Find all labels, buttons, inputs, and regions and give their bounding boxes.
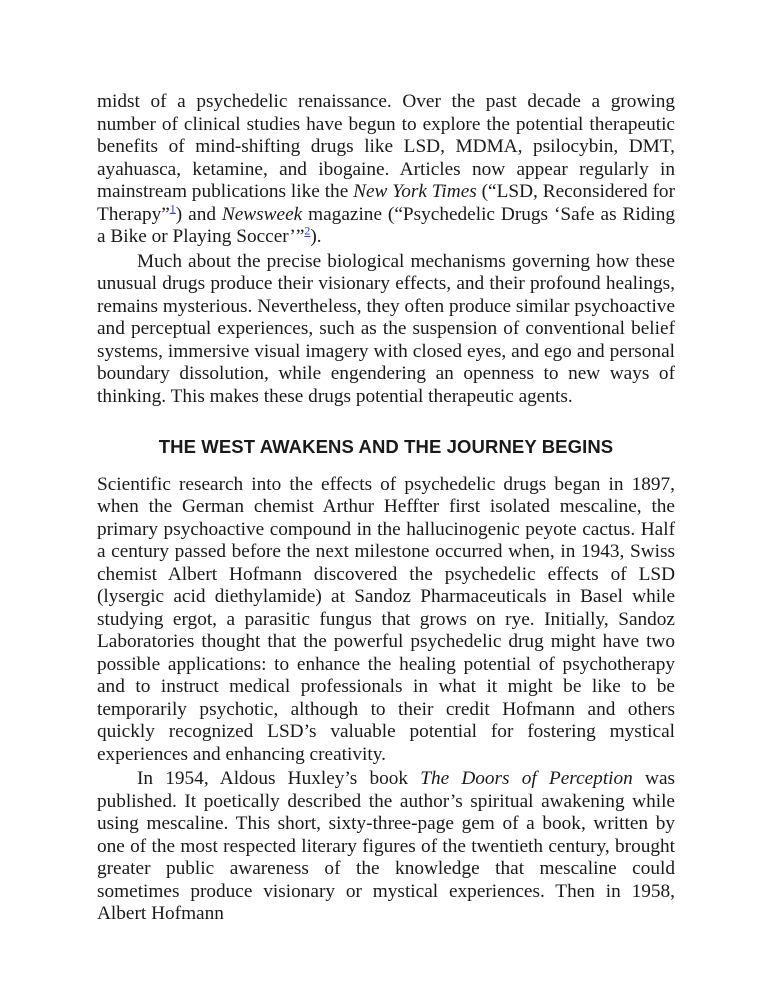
text-span: In 1954, Aldous Huxley’s book [137, 768, 421, 789]
text-span: midst of a psychedelic renaissance. Over the past decade a growing number of clinical studies have begun to explore the potential therapeutic benefits of mind-shifting drugs like LSD, MDMA, psilocybin, DMT, ayahuasca, ketamine, and ibogaine. Articles now appear regularly in mainstream publications like the [97, 91, 675, 202]
paragraph-mechanisms: Much about the precise biological mechanisms governing how these unusual drugs produce their visionary effects, and their profound healings, remains mysterious. Nevertheless, they often produce similar psychoactive and perceptual experiences, such as the suspension of conventional belief systems, immersive visual imagery with closed eyes, and ego and personal boundary dissolution, while engendering an openness to new ways of thinking. This makes these drugs potential therapeutic agents. [97, 250, 675, 407]
footnote-link-2[interactable]: 2 [304, 223, 311, 238]
text-span: (“LSD, Reconsidered for Therapy” [97, 181, 675, 225]
paragraph-renaissance [97, 91, 675, 249]
section-heading: THE WEST AWAKENS AND THE JOURNEY BEGINS [158, 436, 614, 457]
paragraph-scientific-research: Scientific research into the effects of psychedelic drugs began in 1897, when the German chemist Arthur Heffter first isolated mescaline, the primary psychoactive compound in the hallucinogenic peyote cactus. Half a century passed before the next milestone occurred when, in 1943, Swiss chemist Albert Hofmann discovered the psychedelic effects of LSD (lysergic acid diethylamide) at Sandoz Pharmaceuticals in Basel while studying ergot, a parasitic fungus that grows on rye. Initially, Sandoz Laboratories thought that the powerful psychedelic drug might have two possible applications: to enhance the healing potential of psychotherapy and to instruct medical professionals in what it might be like to be temporarily psychotic, although to their credit Hofmann and others quickly recognized LSD’s valuable potential for fostering mystical experiences and enhancing creativity. [97, 473, 675, 765]
publication-title-nyt: New York Times [353, 181, 477, 202]
text-span: ) and [175, 203, 222, 225]
publication-title-newsweek: Newsweek [221, 203, 303, 225]
book-title: The Doors of Perception [420, 768, 633, 789]
text-span: was published. It poetically described the author’s spiritual awakening while using mescaline. This short, sixty-three-page gem of a book, written by one of the most respected literary figures of the twentieth century, brought greater public awareness of the knowledge that mescaline could sometimes produce visionary or mystical experiences. Then in 1958, Albert Hofmann [97, 768, 676, 924]
footnote-link-1[interactable]: 1 [169, 201, 176, 216]
text-span: magazine (“Psychedelic Drugs ‘Safe as Riding a Bike or Playing Soccer’” [97, 203, 676, 247]
paragraph-huxley [97, 768, 675, 926]
book-page [97, 91, 675, 926]
text-span: ). [310, 226, 322, 247]
